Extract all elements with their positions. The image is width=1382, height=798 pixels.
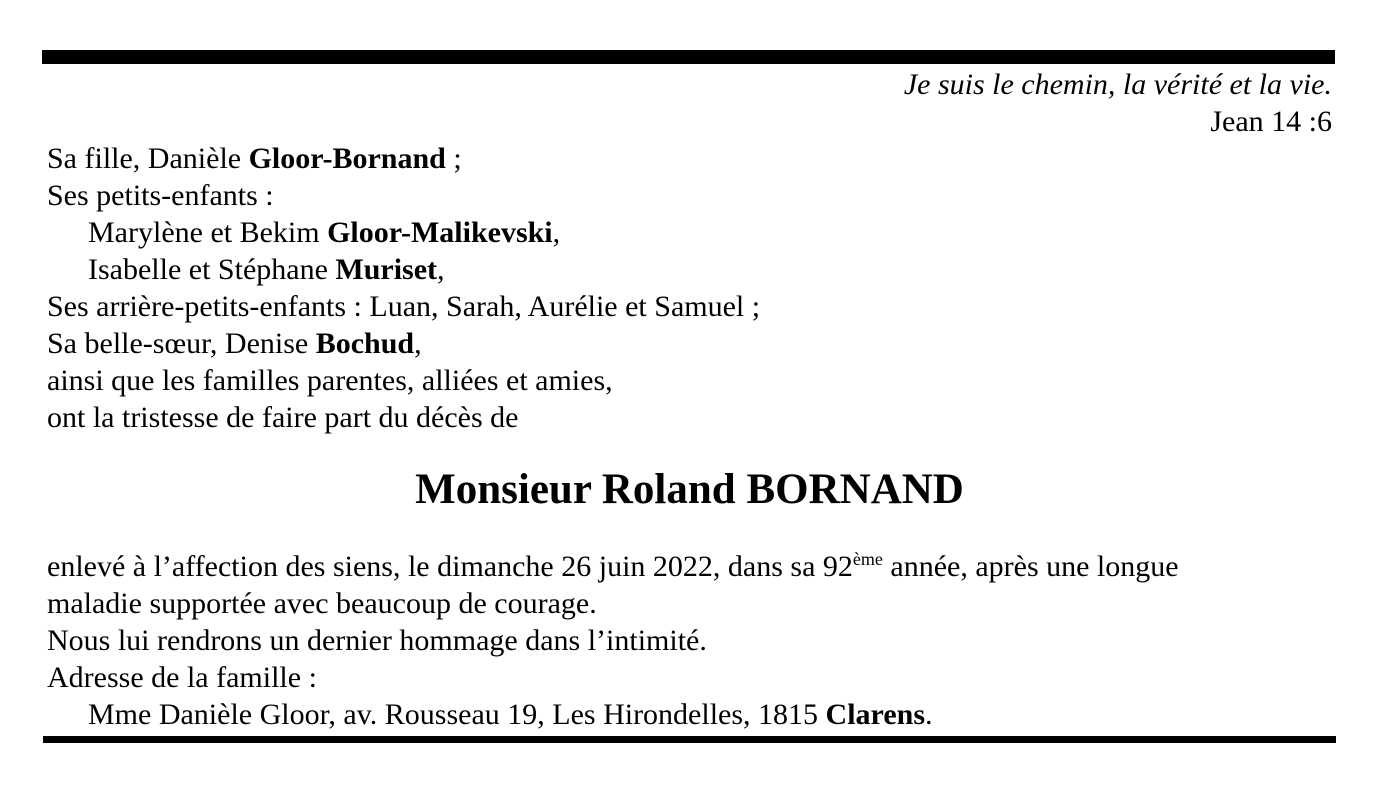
bible-quote: Je suis le chemin, la vérité et la vie.	[903, 68, 1332, 101]
line-address-label: Adresse de la famille :	[47, 661, 317, 694]
line-great-grandchildren: Ses arrière-petits-enfants : Luan, Sarah, Aurélie et Samuel ;	[47, 290, 761, 323]
death-details-pre: enlevé à l’affection des siens, le dimanche 26 juin 2022, dans sa 92	[47, 550, 853, 583]
daughter-post: ;	[445, 142, 462, 175]
line-other-families: ainsi que les familles parentes, alliées et amies,	[47, 364, 613, 397]
grandchild1-pre: Marylène et Bekim	[88, 216, 328, 249]
bible-reference: Jean 14 :6	[1210, 105, 1332, 138]
top-border-rule	[42, 50, 1335, 64]
closing-lines	[47, 548, 1332, 733]
sister-in-law-pre: Sa belle-sœur, Denise	[47, 327, 316, 360]
line-grandchildren-label: Ses petits-enfants :	[47, 179, 274, 212]
grandchild2-post: ,	[437, 253, 445, 286]
epigraph	[47, 66, 1332, 140]
death-details-post: année, après une longue	[882, 550, 1179, 583]
grandchild1-post: ,	[552, 216, 561, 249]
address-pre: Mme Danièle Gloor, av. Rousseau 19, Les Hirondelles, 1815	[88, 698, 826, 731]
grandchild1-name: Gloor-Malikevski	[327, 216, 553, 249]
line-grandchild-1	[47, 214, 1332, 251]
daughter-name: Gloor-Bornand	[248, 142, 446, 175]
grandchild2-name: Muriset	[335, 253, 438, 286]
bottom-border-rule	[43, 736, 1336, 743]
line-death-details-2: maladie supportée avec beaucoup de courage.	[47, 587, 597, 620]
ordinal-superscript: ème	[852, 549, 883, 569]
sister-in-law-name: Bochud	[315, 327, 415, 360]
sister-in-law-post: ,	[414, 327, 422, 360]
line-announcement: ont la tristesse de faire part du décès de	[47, 401, 519, 434]
family-lines	[47, 140, 1332, 436]
line-death-details-1	[47, 548, 1332, 585]
daughter-pre: Sa fille, Danièle	[47, 142, 249, 175]
line-sister-in-law	[47, 325, 1332, 362]
address-city: Clarens	[825, 698, 925, 731]
line-hommage: Nous lui rendrons un dernier hommage dans l’intimité.	[47, 624, 707, 657]
deceased-name: Monsieur Roland BORNAND	[415, 466, 964, 513]
address-post: .	[925, 698, 933, 731]
line-daughter	[47, 140, 1332, 177]
line-address	[47, 696, 1332, 733]
grandchild2-pre: Isabelle et Stéphane	[88, 253, 336, 286]
notice-content	[47, 66, 1332, 733]
line-grandchild-2	[47, 251, 1332, 288]
